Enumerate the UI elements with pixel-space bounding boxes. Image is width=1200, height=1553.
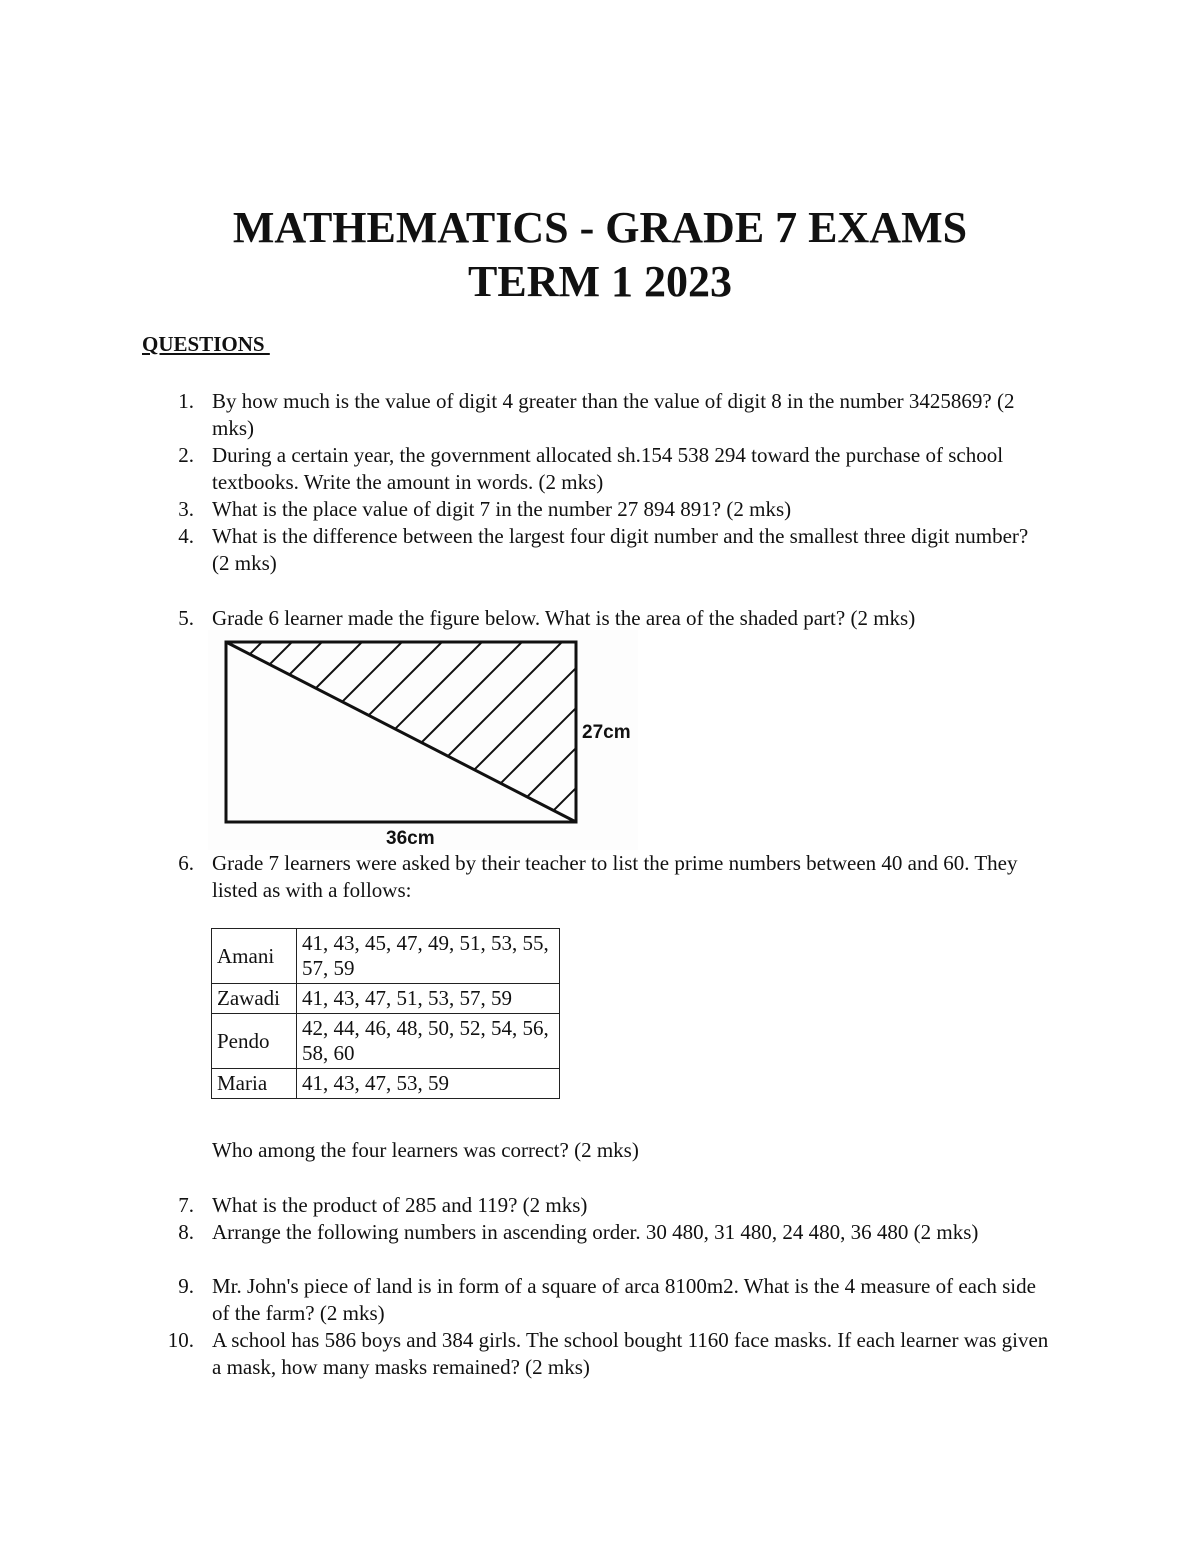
table-follow-up-question: Who among the four learners was correct? (2 mks) [212, 1138, 639, 1162]
question-number: 9. [178, 1274, 194, 1298]
question-number: 2. [178, 443, 194, 467]
learner-list: 41, 43, 45, 47, 49, 51, 53, 55, 57, 59 [297, 929, 560, 984]
exam-term: TERM 1 2023 [468, 257, 732, 306]
question-text: During a certain year, the government allocated sh.154 538 294 toward the purchase of school textbooks. Write the amount in words. (2 mks) [212, 443, 1004, 494]
question-number: 3. [178, 497, 194, 521]
learner-list: 41, 43, 47, 51, 53, 57, 59 [297, 984, 560, 1014]
question-text: What is the place value of digit 7 in the number 27 894 891? (2 mks) [212, 497, 792, 521]
width-label: 36cm [386, 828, 435, 849]
learner-name: Zawadi [212, 984, 297, 1014]
learner-list: 41, 43, 47, 53, 59 [297, 1069, 560, 1099]
question-text: Grade 6 learner made the figure below. What is the area of the shaded part? (2 mks) [212, 606, 916, 630]
table-row [212, 1069, 560, 1099]
question-number: 4. [178, 524, 194, 548]
prime-numbers-table [211, 928, 560, 1099]
table-row [212, 1014, 560, 1069]
shaded-rectangle-figure [208, 630, 638, 850]
question-text: By how much is the value of digit 4 greater than the value of digit 8 in the number 3425869? (2 mks) [212, 389, 1015, 440]
question-number: 7. [178, 1193, 194, 1217]
height-label: 27cm [582, 722, 631, 743]
question-number: 1. [178, 389, 194, 413]
exam-title: MATHEMATICS - GRADE 7 EXAMS [232, 203, 968, 252]
question-text: Grade 7 learners were asked by their teacher to list the prime numbers between 40 and 60. They listed as with a follows: [212, 851, 1018, 902]
learner-list: 42, 44, 46, 48, 50, 52, 54, 56, 58, 60 [297, 1014, 560, 1069]
question-number: 6. [178, 851, 194, 875]
table-row [212, 929, 560, 984]
section-heading: QUESTIONS [142, 332, 270, 356]
question-text: What is the product of 285 and 119? (2 mks) [212, 1193, 588, 1217]
table-row [212, 984, 560, 1014]
question-number: 5. [178, 606, 194, 630]
question-number: 8. [178, 1220, 194, 1244]
question-number: 10. [167, 1328, 194, 1352]
question-text: Mr. John's piece of land is in form of a square of arca 8100m2. What is the 4 measure of each side of the farm? (2 mks) [212, 1274, 1036, 1325]
learner-name: Pendo [212, 1014, 297, 1069]
question-text: A school has 586 boys and 384 girls. The school bought 1160 face masks. If each learner was given a mask, how many masks remained? (2 mks) [212, 1328, 1049, 1379]
learner-name: Amani [212, 929, 297, 984]
learner-name: Maria [212, 1069, 297, 1099]
question-text: Arrange the following numbers in ascending order. 30 480, 31 480, 24 480, 36 480 (2 mks) [212, 1220, 979, 1244]
question-text: What is the difference between the largest four digit number and the smallest three digit number? (2 mks) [212, 524, 1029, 575]
